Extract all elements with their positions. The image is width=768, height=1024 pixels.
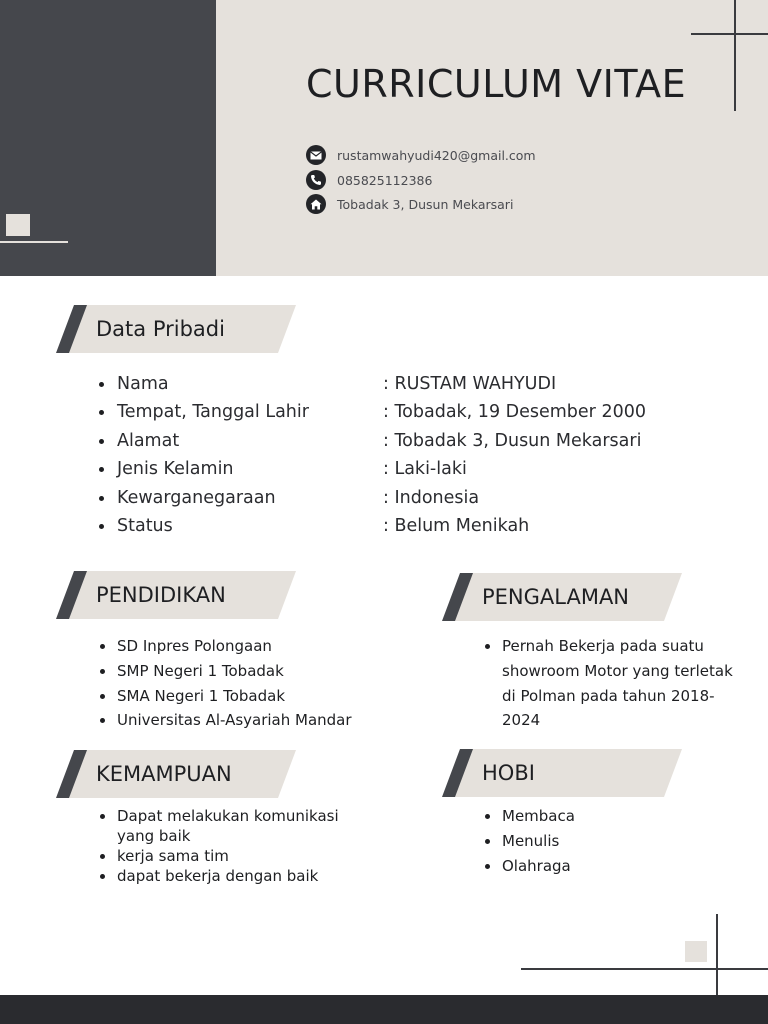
decorative-cross-horizontal <box>521 968 768 970</box>
personal-data-row <box>96 398 656 426</box>
personal-data-value: : Belum Menikah <box>383 515 530 536</box>
section-header-data-pribadi <box>56 305 296 353</box>
personal-data-label: Status <box>117 515 173 536</box>
list-item: dapat bekerja dengan baik <box>96 866 366 886</box>
personal-data-row <box>96 455 656 483</box>
phone-icon <box>306 170 326 190</box>
personal-data-value: : RUSTAM WAHYUDI <box>383 374 557 394</box>
contact-email <box>306 145 536 165</box>
contact-phone <box>306 170 432 190</box>
decorative-square <box>685 941 707 962</box>
skills-list <box>96 806 366 886</box>
contact-phone-text: 085825112386 <box>337 172 433 188</box>
personal-data-row <box>96 427 656 455</box>
personal-data-label: Tempat, Tanggal Lahir <box>117 402 309 423</box>
envelope-icon <box>306 145 326 165</box>
list-item: Pernah Bekerja pada suatu showroom Motor yang terletak di Polman pada tahun 2018-2024 <box>481 634 743 733</box>
decorative-cross-horizontal <box>691 33 768 35</box>
decorative-line <box>0 241 68 243</box>
personal-data-list <box>96 370 656 540</box>
list-item: kerja sama tim <box>96 846 366 866</box>
contact-email-text: rustamwahyudi420@gmail.com <box>337 147 536 163</box>
contact-address-text: Tobadak 3, Dusun Mekarsari <box>337 196 514 212</box>
personal-data-label: Kewarganegaraan <box>117 487 276 508</box>
list-item: Universitas Al-Asyariah Mandar <box>96 708 396 733</box>
education-list <box>96 634 396 733</box>
list-item: Membaca <box>481 804 741 829</box>
list-item: SMA Negeri 1 Tobadak <box>96 684 396 709</box>
contact-address <box>306 194 513 214</box>
list-item: Dapat melakukan komunikasi yang baik <box>96 806 366 846</box>
section-title-pengalaman: PENGALAMAN <box>482 585 630 609</box>
section-header-kemampuan <box>56 750 296 798</box>
footer-bar <box>0 995 768 1024</box>
section-header-hobi <box>442 749 682 797</box>
page-title: CURRICULUM VITAE <box>306 62 687 106</box>
section-header-pendidikan <box>56 571 296 619</box>
header-light-panel <box>216 0 768 276</box>
list-item: SMP Negeri 1 Tobadak <box>96 659 396 684</box>
section-title-pendidikan: PENDIDIKAN <box>96 583 226 607</box>
decorative-square <box>6 214 30 236</box>
list-item: Menulis <box>481 829 741 854</box>
experience-list <box>481 634 743 733</box>
personal-data-label: Jenis Kelamin <box>117 459 234 480</box>
personal-data-value: : Tobadak 3, Dusun Mekarsari <box>383 430 642 451</box>
list-item: SD Inpres Polongaan <box>96 634 396 659</box>
section-header-pengalaman <box>442 573 682 621</box>
personal-data-value: : Indonesia <box>383 487 480 508</box>
personal-data-value: : Laki-laki <box>383 459 467 480</box>
section-title-data-pribadi: Data Pribadi <box>96 317 225 341</box>
personal-data-label: Alamat <box>117 430 180 451</box>
header-dark-panel <box>0 0 216 276</box>
personal-data-row <box>96 512 656 540</box>
home-icon <box>306 194 326 214</box>
decorative-cross-vertical <box>734 0 736 111</box>
personal-data-value: : Tobadak, 19 Desember 2000 <box>383 402 646 423</box>
section-header-shape <box>442 749 682 797</box>
section-title-kemampuan: KEMAMPUAN <box>96 762 232 786</box>
section-title-hobi: HOBI <box>482 761 535 785</box>
personal-data-label: Nama <box>117 374 169 394</box>
hobbies-list <box>481 804 741 878</box>
list-item: Olahraga <box>481 854 741 879</box>
personal-data-row <box>96 370 656 398</box>
personal-data-row <box>96 484 656 512</box>
